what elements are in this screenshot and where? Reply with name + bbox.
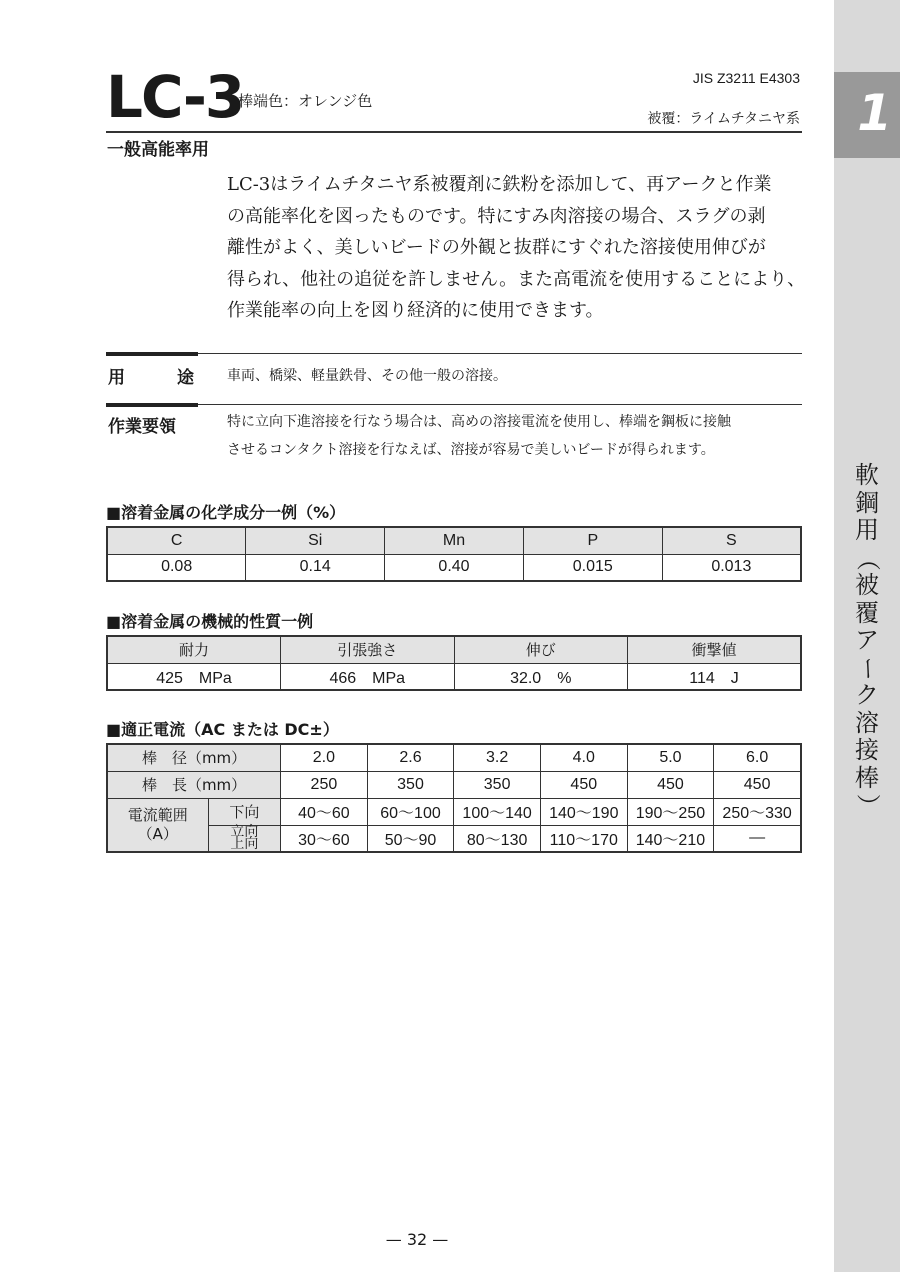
vertical-current-value: 80〜130 xyxy=(454,825,541,852)
length-value: 250 xyxy=(281,771,368,798)
mech-header: 耐力 xyxy=(107,636,281,663)
chapter-title-char: 溶 xyxy=(855,708,879,737)
usage-heading xyxy=(108,363,194,388)
vertical-current-value: 110〜170 xyxy=(540,825,627,852)
overhead-label: 上向 xyxy=(230,836,259,853)
flat-current-value: 60〜100 xyxy=(367,798,454,825)
mech-value: 32.0 % xyxy=(454,663,628,690)
current-table xyxy=(106,743,802,853)
description-line: LC-3はライムチタニヤ系被覆剤に鉄粉を添加して、再アークと作業 xyxy=(227,174,772,195)
chapter-title-char: 接 xyxy=(855,736,879,764)
chapter-title-char: 覆 xyxy=(855,598,879,627)
current-range-label xyxy=(107,798,208,852)
diameter-value: 3.2 xyxy=(454,744,541,771)
work-text-line: させるコンタクト溶接を行なえば、溶接が容易で美しいビードが得られます。 xyxy=(227,442,715,458)
chapter-title-char: ア xyxy=(855,626,879,654)
mech-header: 引張強さ xyxy=(281,636,455,663)
vertical-label: 立向 xyxy=(230,824,259,841)
chem-table-title: ■溶着金属の化学成分一例（%） xyxy=(106,503,346,522)
length-value: 350 xyxy=(367,771,454,798)
mech-table xyxy=(106,635,802,691)
table-row xyxy=(107,798,801,825)
work-heading: 作業要領 xyxy=(108,417,176,437)
vertical-current-value: 140〜210 xyxy=(627,825,714,852)
usage-text: 車両、橋梁、軽量鉄骨、その他一般の溶接。 xyxy=(227,368,507,384)
mech-value: 425 MPa xyxy=(107,663,281,690)
header-divider xyxy=(106,131,802,133)
mech-value: 466 MPa xyxy=(281,663,455,690)
chem-table xyxy=(106,526,802,582)
description-line: 得られ、他社の追従を許しません。また高電流を使用することにより、 xyxy=(227,268,806,290)
mech-header: 衝撃値 xyxy=(628,636,802,663)
chapter-title-char: 用 xyxy=(855,516,879,544)
diameter-label: 棒 径（mm） xyxy=(107,744,281,771)
chapter-title-char: 軟 xyxy=(855,461,879,489)
flat-current-value: 190〜250 xyxy=(627,798,714,825)
current-range-label-line: 電流範囲 xyxy=(127,805,188,824)
vertical-current-value: 50〜90 xyxy=(367,825,454,852)
work-text xyxy=(227,408,805,464)
chapter-title-char: 被 xyxy=(855,571,879,599)
chem-value: 0.40 xyxy=(385,554,524,581)
flat-current-value: 40〜60 xyxy=(281,798,368,825)
chapter-title-char: ー xyxy=(853,656,882,681)
jis-standard: JIS Z3211 E4303 xyxy=(692,70,800,86)
usage-heading-char: 用 xyxy=(108,368,125,388)
table-row xyxy=(107,554,801,581)
side-index-bar xyxy=(834,0,900,1272)
usage-divider xyxy=(106,353,802,354)
description-line: 離性がよく、美しいビードの外観と抜群にすぐれた溶接使用伸びが xyxy=(227,237,766,258)
chem-header: S xyxy=(662,527,801,554)
vertical-current-value: 30〜60 xyxy=(281,825,368,852)
length-label: 棒 長（mm） xyxy=(107,771,281,798)
diameter-value: 5.0 xyxy=(627,744,714,771)
length-value: 350 xyxy=(454,771,541,798)
mech-value: 114 J xyxy=(628,663,802,690)
chem-value: 0.015 xyxy=(523,554,662,581)
table-row xyxy=(107,825,801,852)
rod-end-color: 棒端色：オレンジ色 xyxy=(238,92,373,110)
vertical-overhead-label xyxy=(208,825,281,852)
usage-marker xyxy=(106,352,198,356)
coating-type: 被覆：ライムチタニヤ系 xyxy=(647,111,800,127)
chem-value: 0.08 xyxy=(107,554,246,581)
mech-header: 伸び xyxy=(454,636,628,663)
flat-current-value: 140〜190 xyxy=(540,798,627,825)
flat-current-value: 100〜140 xyxy=(454,798,541,825)
chem-header: Mn xyxy=(385,527,524,554)
diameter-value: 4.0 xyxy=(540,744,627,771)
chapter-title-char: ） xyxy=(853,793,882,818)
chem-value: 0.14 xyxy=(246,554,385,581)
chapter-tab[interactable] xyxy=(834,72,900,158)
product-name: LC-3 xyxy=(106,63,244,131)
mech-table-title: ■溶着金属の機械的性質一例 xyxy=(106,612,314,631)
current-range-unit: （A） xyxy=(137,824,178,843)
work-divider xyxy=(106,404,802,405)
usage-heading-char: 途 xyxy=(177,368,194,388)
chem-value: 0.013 xyxy=(662,554,801,581)
chapter-title-char: 棒 xyxy=(855,763,879,792)
description-line: の高能率化を図ったものです。特にすみ肉溶接の場合、スラグの剥 xyxy=(227,205,766,227)
table-row xyxy=(107,771,801,798)
chapter-title-vertical xyxy=(834,462,900,820)
flat-current-value: 250〜330 xyxy=(714,798,801,825)
chem-header: Si xyxy=(246,527,385,554)
table-row xyxy=(107,744,801,771)
table-row xyxy=(107,636,801,663)
diameter-value: 6.0 xyxy=(714,744,801,771)
diameter-value: 2.0 xyxy=(281,744,368,771)
description-line: 作業能率の向上を図り経済的に使用できます。 xyxy=(227,300,604,321)
page-number: — 32 — xyxy=(385,1230,449,1249)
length-value: 450 xyxy=(540,771,627,798)
table-row xyxy=(107,663,801,690)
current-table-title: ■適正電流（AC または DC±） xyxy=(106,720,339,739)
work-marker xyxy=(106,403,198,407)
chapter-title-char: （ xyxy=(853,546,882,571)
chapter-title-char: ク xyxy=(855,681,879,709)
chapter-number: 1 xyxy=(857,84,892,142)
length-value: 450 xyxy=(627,771,714,798)
work-text-line: 特に立向下進溶接を行なう場合は、高めの溶接電流を使用し、棒端を鋼板に接触 xyxy=(227,414,731,430)
description xyxy=(227,169,807,327)
product-subtitle: 一般高能率用 xyxy=(107,140,209,160)
table-row xyxy=(107,527,801,554)
diameter-value: 2.6 xyxy=(367,744,454,771)
chem-header: P xyxy=(523,527,662,554)
chapter-title-char: 鋼 xyxy=(855,488,879,517)
vertical-current-value: — xyxy=(714,825,801,852)
length-value: 450 xyxy=(714,771,801,798)
flat-position-label: 下向 xyxy=(208,798,281,825)
chem-header: C xyxy=(107,527,246,554)
